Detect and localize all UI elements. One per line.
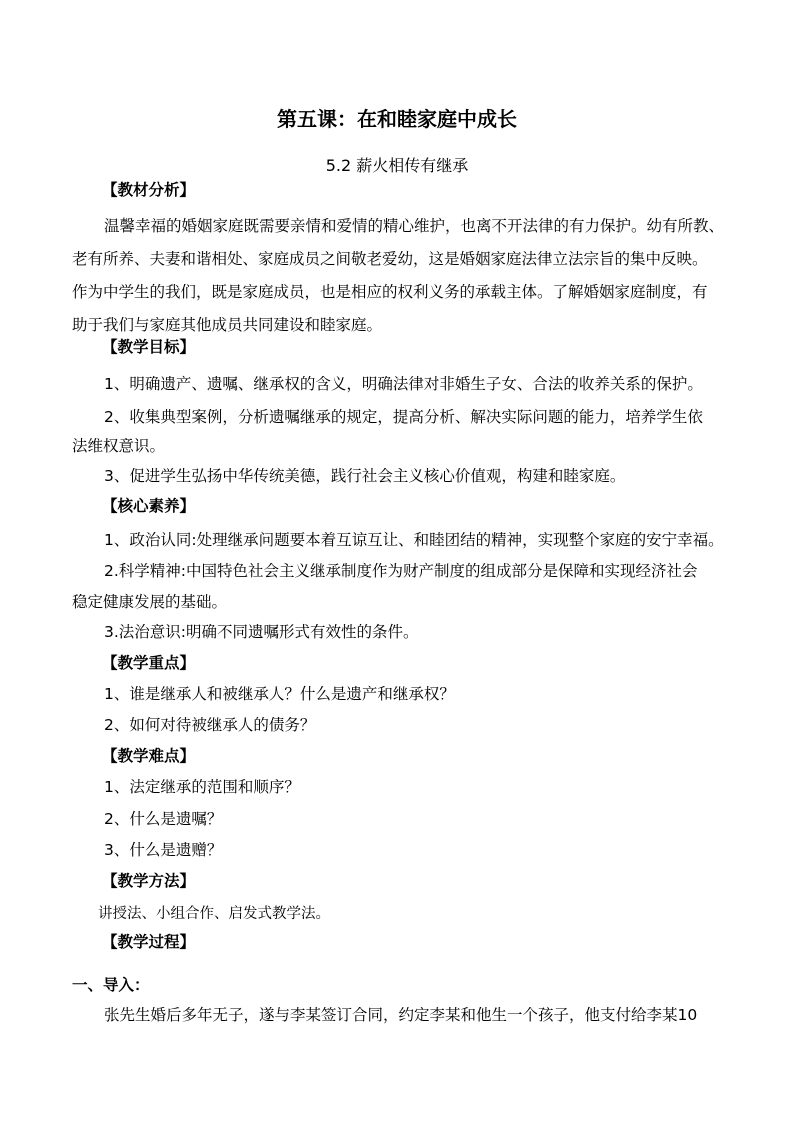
heading-process: 【教学过程】	[102, 933, 196, 951]
analysis-line-4: 助于我们与家庭其他成员共同建设和睦家庭。	[72, 316, 383, 334]
heading-methods: 【教学方法】	[102, 872, 196, 890]
heading-literacy: 【核心素养】	[102, 497, 196, 515]
heading-key-points: 【教学重点】	[102, 654, 196, 672]
goals-line-3: 法维权意识。	[72, 437, 166, 455]
heading-difficulties: 【教学难点】	[102, 747, 196, 765]
key-point-2: 2、如何对待被继承人的债务？	[104, 716, 316, 734]
difficulty-2: 2、什么是遗嘱？	[104, 810, 223, 828]
section-intro-heading: 一、导入：	[72, 976, 150, 994]
heading-analysis: 【教材分析】	[102, 181, 196, 199]
literacy-line-4: 3.法治意识:明确不同遗嘱形式有效性的条件。	[104, 623, 419, 641]
analysis-line-3: 作为中学生的我们，既是家庭成员，也是相应的权利义务的承载主体。了解婚姻家庭制度，有	[72, 283, 708, 301]
literacy-line-2: 2.科学精神:中国特色社会主义继承制度作为财产制度的组成部分是保障和实现经济社会	[104, 562, 698, 580]
literacy-line-1: 1、政治认同:处理继承问题要本着互谅互让、和睦团结的精神，实现整个家庭的安宁幸福。	[104, 531, 724, 549]
analysis-line-2: 老有所养、夫妻和谐相处、家庭成员之间敬老爱幼，这是婚姻家庭法律立法宗旨的集中反映。	[72, 250, 708, 268]
analysis-line-1: 温馨幸福的婚姻家庭既需要亲情和爱情的精心维护，也离不开法律的有力保护。幼有所教、	[104, 217, 725, 235]
goals-line-4: 3、促进学生弘扬中华传统美德，践行社会主义核心价值观，构建和睦家庭。	[104, 467, 626, 485]
difficulty-3: 3、什么是遗赠？	[104, 841, 223, 859]
goals-line-1: 1、明确遗产、遗嘱、继承权的含义，明确法律对非婚生子女、合法的收养关系的保护。	[104, 375, 703, 393]
key-point-1: 1、谁是继承人和被继承人？什么是遗产和继承权？	[104, 685, 455, 703]
heading-goals: 【教学目标】	[102, 338, 196, 356]
literacy-line-3: 稳定健康发展的基础。	[72, 593, 228, 611]
process-line-1: 张先生婚后多年无子，遂与李某签订合同，约定李某和他生一个孩子，他支付给李某10	[104, 1006, 698, 1024]
page-subtitle: 5.2 薪火相传有继承	[325, 156, 469, 175]
page-title: 第五课：在和睦家庭中成长	[277, 107, 517, 131]
goals-line-2: 2、收集典型案例，分析遗嘱继承的规定，提高分析、解决实际问题的能力，培养学生依	[104, 408, 703, 426]
difficulty-1: 1、法定继承的范围和顺序？	[104, 778, 300, 796]
methods-text: 讲授法、小组合作、启发式教学法。	[98, 906, 330, 922]
